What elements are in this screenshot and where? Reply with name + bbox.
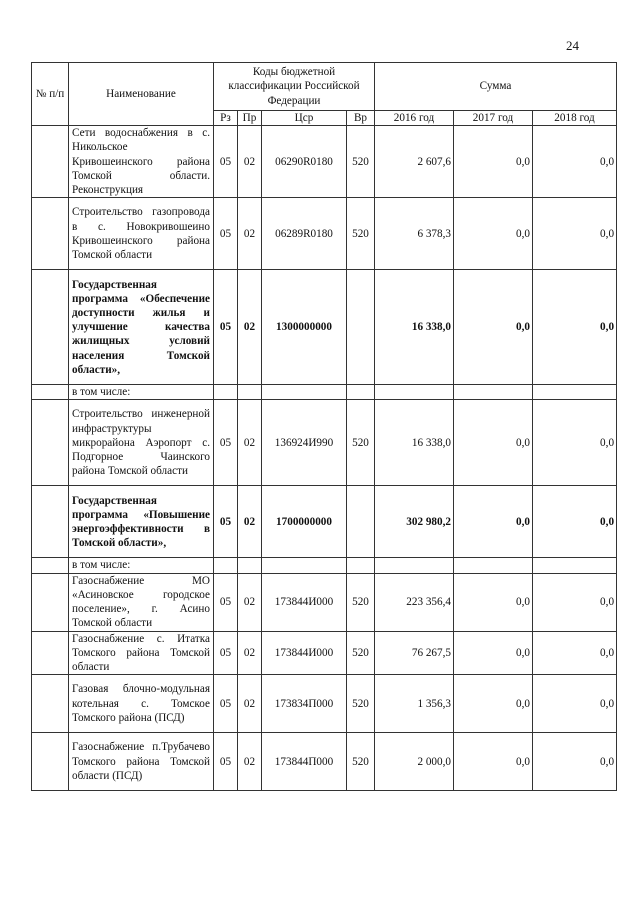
cell-y2016: 6 378,3: [375, 198, 454, 270]
cell-csr: 173834П000: [262, 675, 347, 733]
cell-y2016: 2 000,0: [375, 733, 454, 791]
cell-pr: 02: [238, 573, 262, 631]
header-num: № п/п: [32, 63, 69, 126]
table-body: [32, 126, 617, 791]
header-pr: Пр: [238, 111, 262, 126]
cell-y2017: 0,0: [454, 126, 533, 198]
table-row: [32, 270, 617, 385]
cell-pr: 02: [238, 126, 262, 198]
cell-y2016: 1 356,3: [375, 675, 454, 733]
cell-y2018: 0,0: [533, 486, 617, 558]
cell-y2016: 16 338,0: [375, 400, 454, 486]
cell-y2016: 16 338,0: [375, 270, 454, 385]
header-name: Наименование: [69, 63, 214, 126]
cell-y2017: [454, 385, 533, 400]
cell-vr: [347, 270, 375, 385]
cell-vr: [347, 385, 375, 400]
cell-vr: 520: [347, 126, 375, 198]
cell-csr: [262, 558, 347, 573]
cell-num: [32, 385, 69, 400]
cell-rz: [214, 558, 238, 573]
cell-csr: 173844И000: [262, 573, 347, 631]
cell-pr: [238, 558, 262, 573]
cell-num: [32, 558, 69, 573]
cell-rz: 05: [214, 675, 238, 733]
cell-name: Газовая блочно-модульная котельная с. Томское Томского района (ПСД): [69, 675, 214, 733]
cell-num: [32, 631, 69, 675]
cell-y2018: 0,0: [533, 198, 617, 270]
cell-name: Газоснабжение с. Итатка Томского района Томской области: [69, 631, 214, 675]
cell-csr: [262, 385, 347, 400]
cell-y2018: 0,0: [533, 733, 617, 791]
cell-y2017: 0,0: [454, 573, 533, 631]
header-sum-group: Сумма: [375, 63, 617, 111]
cell-vr: 520: [347, 573, 375, 631]
cell-name: Строительство инженерной инфраструктуры микрорайона Аэропорт с. Подгорное Чаинского района Томской области: [69, 400, 214, 486]
cell-pr: [238, 385, 262, 400]
table-row: [32, 631, 617, 675]
cell-csr: 06290R0180: [262, 126, 347, 198]
cell-name: Строительство газопровода в с. Новокривошеино Кривошеинского района Томской области: [69, 198, 214, 270]
cell-name: в том числе:: [69, 385, 214, 400]
cell-vr: 520: [347, 675, 375, 733]
cell-name: Газоснабжение п.Трубачево Томского района Томской области (ПСД): [69, 733, 214, 791]
table-row: [32, 400, 617, 486]
cell-y2018: 0,0: [533, 573, 617, 631]
cell-rz: 05: [214, 573, 238, 631]
cell-num: [32, 126, 69, 198]
table-row: [32, 675, 617, 733]
cell-name: Газоснабжение МО «Асиновское городское поселение», г. Асино Томской области: [69, 573, 214, 631]
table-row: [32, 486, 617, 558]
header-csr: Цср: [262, 111, 347, 126]
table-row: [32, 733, 617, 791]
cell-y2016: [375, 385, 454, 400]
cell-y2017: 0,0: [454, 486, 533, 558]
cell-rz: 05: [214, 270, 238, 385]
header-2016: 2016 год: [375, 111, 454, 126]
budget-table: [31, 62, 617, 791]
cell-rz: 05: [214, 126, 238, 198]
page-number: 24: [566, 38, 579, 53]
cell-rz: 05: [214, 486, 238, 558]
cell-pr: 02: [238, 400, 262, 486]
header-rz: Рз: [214, 111, 238, 126]
table-row: [32, 385, 617, 400]
cell-vr: 520: [347, 733, 375, 791]
cell-y2016: 76 267,5: [375, 631, 454, 675]
cell-rz: 05: [214, 400, 238, 486]
cell-num: [32, 270, 69, 385]
cell-vr: 520: [347, 198, 375, 270]
cell-y2016: [375, 558, 454, 573]
cell-y2018: [533, 385, 617, 400]
cell-num: [32, 198, 69, 270]
cell-y2017: 0,0: [454, 733, 533, 791]
header-2018: 2018 год: [533, 111, 617, 126]
cell-pr: 02: [238, 631, 262, 675]
cell-rz: [214, 385, 238, 400]
cell-csr: 136924И990: [262, 400, 347, 486]
cell-y2017: 0,0: [454, 631, 533, 675]
table-row: [32, 126, 617, 198]
header-codes-group: Коды бюджетной классификации Российской Федерации: [214, 63, 375, 111]
header-vr: Вр: [347, 111, 375, 126]
cell-vr: [347, 486, 375, 558]
cell-name: Сети водоснабжения в с. Никольское Кривошеинского района Томской области. Реконструкция: [69, 126, 214, 198]
cell-pr: 02: [238, 733, 262, 791]
cell-csr: 173844П000: [262, 733, 347, 791]
cell-y2016: 2 607,6: [375, 126, 454, 198]
cell-y2017: 0,0: [454, 198, 533, 270]
cell-rz: 05: [214, 631, 238, 675]
cell-rz: 05: [214, 198, 238, 270]
cell-rz: 05: [214, 733, 238, 791]
cell-y2017: 0,0: [454, 270, 533, 385]
cell-num: [32, 733, 69, 791]
cell-num: [32, 486, 69, 558]
cell-vr: 520: [347, 400, 375, 486]
cell-pr: 02: [238, 675, 262, 733]
table-row: [32, 573, 617, 631]
cell-y2018: 0,0: [533, 126, 617, 198]
cell-csr: 1300000000: [262, 270, 347, 385]
cell-y2018: 0,0: [533, 675, 617, 733]
header-2017: 2017 год: [454, 111, 533, 126]
cell-vr: 520: [347, 631, 375, 675]
cell-num: [32, 573, 69, 631]
cell-pr: 02: [238, 270, 262, 385]
cell-y2018: [533, 558, 617, 573]
cell-y2017: 0,0: [454, 675, 533, 733]
table-row: [32, 198, 617, 270]
cell-pr: 02: [238, 486, 262, 558]
cell-y2018: 0,0: [533, 400, 617, 486]
cell-y2018: 0,0: [533, 631, 617, 675]
cell-y2016: 302 980,2: [375, 486, 454, 558]
cell-name: в том числе:: [69, 558, 214, 573]
cell-pr: 02: [238, 198, 262, 270]
cell-y2017: [454, 558, 533, 573]
cell-y2016: 223 356,4: [375, 573, 454, 631]
cell-name: Государственная программа «Повышение энергоэффективности в Томской области»,: [69, 486, 214, 558]
cell-y2018: 0,0: [533, 270, 617, 385]
cell-y2017: 0,0: [454, 400, 533, 486]
cell-name: Государственная программа «Обеспечение доступности жилья и улучшение качества жилищных условий населения Томской области»,: [69, 270, 214, 385]
cell-csr: 06289R0180: [262, 198, 347, 270]
cell-vr: [347, 558, 375, 573]
cell-num: [32, 675, 69, 733]
cell-csr: 173844И000: [262, 631, 347, 675]
table-row: [32, 558, 617, 573]
cell-csr: 1700000000: [262, 486, 347, 558]
cell-num: [32, 400, 69, 486]
